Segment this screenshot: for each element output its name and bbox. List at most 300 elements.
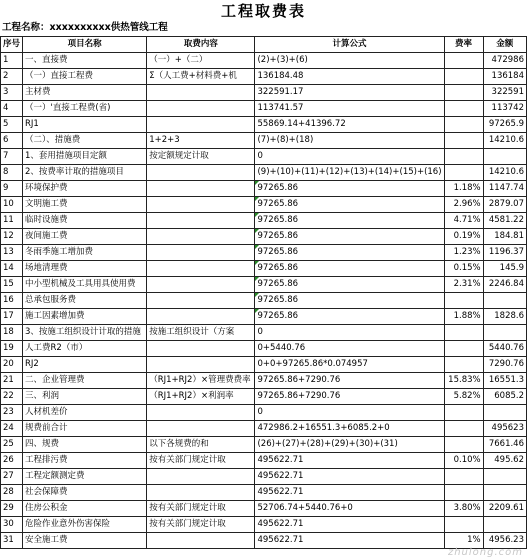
amount-text: 322591 — [491, 87, 524, 97]
content-text: 1+2+3 — [149, 135, 180, 145]
amount-text: 2246.84 — [488, 279, 524, 289]
name-text: RJ1 — [25, 119, 39, 129]
row-content-cell — [147, 501, 255, 517]
row-name-cell — [23, 149, 147, 165]
content-text: （一）+（二） — [149, 55, 208, 65]
table-row — [1, 293, 527, 309]
table-row — [1, 69, 527, 85]
name-text: 临时设施费 — [25, 215, 68, 225]
row-rate-cell — [444, 389, 483, 405]
formula-text: 495622.71 — [257, 519, 304, 529]
rate-text: 2.96% — [453, 199, 481, 209]
formula-text: 55869.14+41396.72 — [257, 119, 346, 129]
row-content-cell — [147, 149, 255, 165]
row-no-cell — [1, 53, 23, 69]
row-rate-cell — [444, 437, 483, 453]
row-content-cell — [147, 405, 255, 421]
row-content-cell — [147, 373, 255, 389]
row-name-cell — [23, 325, 147, 341]
no-text: 7 — [3, 151, 9, 161]
row-no-cell — [1, 341, 23, 357]
row-formula-cell — [255, 245, 444, 261]
row-amount-cell — [483, 117, 526, 133]
row-content-cell — [147, 261, 255, 277]
row-rate-cell — [444, 101, 483, 117]
formula-text: 97265.86 — [257, 247, 299, 257]
row-name-cell — [23, 181, 147, 197]
row-amount-cell — [483, 437, 526, 453]
row-name-cell — [23, 229, 147, 245]
name-text: 2、按费率计取的措施项目 — [25, 167, 124, 177]
formula-marker-icon — [255, 213, 259, 217]
row-amount-cell — [483, 309, 526, 325]
name-text: 人材机差价 — [25, 407, 68, 417]
row-no-cell — [1, 453, 23, 469]
table-row — [1, 373, 527, 389]
no-text: 16 — [3, 295, 14, 305]
row-content-cell — [147, 85, 255, 101]
table-row — [1, 309, 527, 325]
row-content-cell — [147, 389, 255, 405]
amount-text: 1828.6 — [494, 311, 524, 321]
row-amount-cell — [483, 341, 526, 357]
row-name-cell — [23, 293, 147, 309]
row-no-cell — [1, 437, 23, 453]
row-content-cell — [147, 229, 255, 245]
no-text: 15 — [3, 279, 14, 289]
row-content-cell — [147, 357, 255, 373]
no-text: 13 — [3, 247, 14, 257]
row-content-cell — [147, 165, 255, 181]
row-name-cell — [23, 501, 147, 517]
row-formula-cell — [255, 485, 444, 501]
amount-text: 495623 — [491, 423, 524, 433]
row-formula-cell — [255, 373, 444, 389]
row-formula-cell — [255, 501, 444, 517]
row-name-cell — [23, 421, 147, 437]
no-text: 24 — [3, 423, 14, 433]
formula-text: 97265.86+7290.76 — [257, 391, 341, 401]
name-text: 一、直接费 — [25, 55, 68, 65]
row-no-cell — [1, 357, 23, 373]
row-amount-cell — [483, 69, 526, 85]
formula-marker-icon — [255, 293, 259, 297]
row-rate-cell — [444, 373, 483, 389]
row-content-cell — [147, 421, 255, 437]
amount-text: 145.9 — [499, 263, 524, 273]
rate-text: 15.83% — [448, 375, 481, 385]
amount-text: 2209.61 — [488, 503, 524, 513]
name-text: 环境保护费 — [25, 183, 68, 193]
row-amount-cell — [483, 149, 526, 165]
row-formula-cell — [255, 229, 444, 245]
formula-text: 97265.86 — [257, 295, 299, 305]
row-name-cell — [23, 517, 147, 533]
row-amount-cell — [483, 261, 526, 277]
row-rate-cell — [444, 53, 483, 69]
row-name-cell — [23, 197, 147, 213]
name-text: 危险作业意外伤害保险 — [25, 519, 111, 529]
name-text: 社会保障费 — [25, 487, 68, 497]
formula-text: 495622.71 — [257, 455, 304, 465]
row-formula-cell — [255, 197, 444, 213]
name-text: 二、企业管理费 — [25, 375, 85, 385]
name-text: 住房公积金 — [25, 503, 68, 513]
formula-text: 495622.71 — [257, 535, 304, 545]
row-no-cell — [1, 229, 23, 245]
row-content-cell — [147, 325, 255, 341]
row-formula-cell — [255, 437, 444, 453]
row-amount-cell — [483, 165, 526, 181]
table-row — [1, 181, 527, 197]
row-amount-cell — [483, 325, 526, 341]
row-name-cell — [23, 405, 147, 421]
table-row — [1, 133, 527, 149]
amount-text: 113742 — [491, 103, 524, 113]
row-amount-cell — [483, 229, 526, 245]
formula-text: 0+0+97265.86*0.074957 — [257, 359, 368, 369]
row-rate-cell — [444, 453, 483, 469]
formula-marker-icon — [255, 181, 259, 185]
rate-text: 1.18% — [453, 183, 481, 193]
formula-text: 97265.86+7290.76 — [257, 375, 341, 385]
row-content-cell — [147, 133, 255, 149]
watermark: zhulong.com — [447, 547, 523, 558]
rate-text: 3.80% — [453, 503, 481, 513]
amount-text: 14210.6 — [488, 167, 524, 177]
row-rate-cell — [444, 117, 483, 133]
formula-marker-icon — [255, 245, 259, 249]
no-text: 28 — [3, 487, 14, 497]
no-text: 23 — [3, 407, 14, 417]
row-no-cell — [1, 245, 23, 261]
row-name-cell — [23, 309, 147, 325]
table-header-row — [1, 37, 527, 53]
row-content-cell — [147, 53, 255, 69]
no-text: 30 — [3, 519, 14, 529]
row-formula-cell — [255, 405, 444, 421]
no-text: 6 — [3, 135, 9, 145]
row-no-cell — [1, 373, 23, 389]
table-row — [1, 405, 527, 421]
row-content-cell — [147, 181, 255, 197]
row-amount-cell — [483, 485, 526, 501]
row-name-cell — [23, 261, 147, 277]
formula-text: 0 — [257, 151, 263, 161]
row-no-cell — [1, 165, 23, 181]
row-amount-cell — [483, 517, 526, 533]
no-text: 8 — [3, 167, 9, 177]
row-formula-cell — [255, 533, 444, 549]
rate-text: 5.82% — [453, 391, 481, 401]
row-formula-cell — [255, 469, 444, 485]
row-no-cell — [1, 69, 23, 85]
table-row — [1, 261, 527, 277]
row-no-cell — [1, 533, 23, 549]
row-formula-cell — [255, 261, 444, 277]
table-row — [1, 245, 527, 261]
row-name-cell — [23, 373, 147, 389]
no-text: 10 — [3, 199, 14, 209]
table-row — [1, 517, 527, 533]
header-amount: 金额 — [483, 37, 526, 53]
formula-text: 97265.86 — [257, 279, 299, 289]
content-text: Σ（人工费+材料费+机 — [149, 71, 237, 81]
row-no-cell — [1, 101, 23, 117]
row-formula-cell — [255, 133, 444, 149]
row-formula-cell — [255, 325, 444, 341]
row-no-cell — [1, 405, 23, 421]
row-content-cell — [147, 517, 255, 533]
name-text: 工程定额测定费 — [25, 471, 85, 481]
no-text: 17 — [3, 311, 14, 321]
formula-text: 495622.71 — [257, 487, 304, 497]
row-no-cell — [1, 389, 23, 405]
row-formula-cell — [255, 293, 444, 309]
rate-text: 0.19% — [453, 231, 481, 241]
row-formula-cell — [255, 101, 444, 117]
row-amount-cell — [483, 213, 526, 229]
no-text: 27 — [3, 471, 14, 481]
row-rate-cell — [444, 197, 483, 213]
row-formula-cell — [255, 165, 444, 181]
row-name-cell — [23, 469, 147, 485]
table-row — [1, 469, 527, 485]
rate-text: 2.31% — [453, 279, 481, 289]
row-rate-cell — [444, 421, 483, 437]
row-content-cell — [147, 277, 255, 293]
formula-marker-icon — [255, 261, 259, 265]
row-content-cell — [147, 485, 255, 501]
amount-text: 472986 — [491, 55, 524, 65]
no-text: 5 — [3, 119, 9, 129]
row-no-cell — [1, 85, 23, 101]
row-no-cell — [1, 149, 23, 165]
name-text: 三、利润 — [25, 391, 60, 401]
no-text: 26 — [3, 455, 14, 465]
table-row — [1, 421, 527, 437]
name-text: 场地清理费 — [25, 263, 68, 273]
row-amount-cell — [483, 85, 526, 101]
content-text: （RJ1+RJ2）×管理费费率 — [149, 375, 251, 385]
no-text: 9 — [3, 183, 9, 193]
amount-text: 4956.23 — [488, 535, 524, 545]
formula-text: 97265.86 — [257, 231, 299, 241]
table-row — [1, 357, 527, 373]
name-text: 四、规费 — [25, 439, 60, 449]
row-no-cell — [1, 501, 23, 517]
amount-text: 495.62 — [494, 455, 524, 465]
row-name-cell — [23, 53, 147, 69]
rate-text: 0.15% — [453, 263, 481, 273]
row-no-cell — [1, 181, 23, 197]
content-text: 按定额规定计取 — [149, 151, 209, 161]
name-text: 规费前合计 — [25, 423, 68, 433]
row-rate-cell — [444, 485, 483, 501]
amount-text: 14210.6 — [488, 135, 524, 145]
row-formula-cell — [255, 517, 444, 533]
formula-text: 0+5440.76 — [257, 343, 306, 353]
amount-text: 1196.37 — [488, 247, 524, 257]
row-no-cell — [1, 293, 23, 309]
table-row — [1, 197, 527, 213]
row-name-cell — [23, 165, 147, 181]
table-row — [1, 341, 527, 357]
no-text: 22 — [3, 391, 14, 401]
content-text: 以下各规费的和 — [149, 439, 209, 449]
formula-marker-icon — [255, 309, 259, 313]
row-formula-cell — [255, 149, 444, 165]
no-text: 25 — [3, 439, 14, 449]
name-text: 文明施工费 — [25, 199, 68, 209]
row-no-cell — [1, 213, 23, 229]
row-rate-cell — [444, 85, 483, 101]
row-rate-cell — [444, 325, 483, 341]
row-formula-cell — [255, 53, 444, 69]
table-row — [1, 101, 527, 117]
formula-text: 136184.48 — [257, 71, 304, 81]
row-amount-cell — [483, 501, 526, 517]
name-text: RJ2 — [25, 359, 39, 369]
row-formula-cell — [255, 181, 444, 197]
row-no-cell — [1, 469, 23, 485]
row-formula-cell — [255, 85, 444, 101]
table-row — [1, 213, 527, 229]
amount-text: 6085.2 — [494, 391, 524, 401]
rate-text: 1.88% — [453, 311, 481, 321]
row-content-cell — [147, 533, 255, 549]
name-text: 冬雨季施工增加费 — [25, 247, 94, 257]
row-rate-cell — [444, 469, 483, 485]
row-name-cell — [23, 485, 147, 501]
row-name-cell — [23, 101, 147, 117]
row-no-cell — [1, 309, 23, 325]
formula-marker-icon — [255, 229, 259, 233]
table-row — [1, 389, 527, 405]
row-rate-cell — [444, 261, 483, 277]
formula-text: 0 — [257, 327, 263, 337]
table-row — [1, 85, 527, 101]
row-name-cell — [23, 133, 147, 149]
table-row — [1, 325, 527, 341]
header-formula: 计算公式 — [255, 37, 444, 53]
row-content-cell — [147, 213, 255, 229]
amount-text: 184.81 — [494, 231, 524, 241]
row-rate-cell — [444, 405, 483, 421]
row-name-cell — [23, 69, 147, 85]
row-amount-cell — [483, 53, 526, 69]
table-row — [1, 277, 527, 293]
row-amount-cell — [483, 469, 526, 485]
row-rate-cell — [444, 181, 483, 197]
row-amount-cell — [483, 357, 526, 373]
row-no-cell — [1, 485, 23, 501]
row-content-cell — [147, 69, 255, 85]
row-amount-cell — [483, 245, 526, 261]
row-formula-cell — [255, 117, 444, 133]
row-formula-cell — [255, 341, 444, 357]
row-formula-cell — [255, 277, 444, 293]
row-rate-cell — [444, 277, 483, 293]
no-text: 31 — [3, 535, 14, 545]
table-row — [1, 501, 527, 517]
row-amount-cell — [483, 373, 526, 389]
row-name-cell — [23, 453, 147, 469]
no-text: 19 — [3, 343, 14, 353]
row-content-cell — [147, 197, 255, 213]
row-rate-cell — [444, 357, 483, 373]
amount-text: 7290.76 — [488, 359, 524, 369]
no-text: 1 — [3, 55, 9, 65]
formula-text: 113741.57 — [257, 103, 304, 113]
row-name-cell — [23, 533, 147, 549]
row-rate-cell — [444, 149, 483, 165]
row-no-cell — [1, 325, 23, 341]
row-rate-cell — [444, 293, 483, 309]
row-content-cell — [147, 245, 255, 261]
row-formula-cell — [255, 453, 444, 469]
row-rate-cell — [444, 229, 483, 245]
header-rate: 费率 — [444, 37, 483, 53]
row-amount-cell — [483, 101, 526, 117]
row-no-cell — [1, 261, 23, 277]
amount-text: 16551.3 — [488, 375, 524, 385]
formula-marker-icon — [255, 277, 259, 281]
row-no-cell — [1, 197, 23, 213]
row-amount-cell — [483, 133, 526, 149]
name-text: （一）'直接工程费(省) — [25, 103, 111, 113]
content-text: （RJ1+RJ2）×利润率 — [149, 391, 234, 401]
formula-text: 97265.86 — [257, 311, 299, 321]
row-rate-cell — [444, 501, 483, 517]
table-row — [1, 117, 527, 133]
table-row — [1, 437, 527, 453]
name-text: 1、套用措施项目定额 — [25, 151, 107, 161]
formula-text: 97265.86 — [257, 183, 299, 193]
row-rate-cell — [444, 309, 483, 325]
row-name-cell — [23, 389, 147, 405]
no-text: 12 — [3, 231, 14, 241]
name-text: 中小型机械及工具用具使用费 — [25, 279, 136, 289]
row-name-cell — [23, 117, 147, 133]
name-text: 夜间施工费 — [25, 231, 68, 241]
row-amount-cell — [483, 293, 526, 309]
row-content-cell — [147, 309, 255, 325]
project-name: xxxxxxxxxx供热管线工程 — [49, 22, 168, 33]
header-item-name: 项目名称 — [23, 37, 147, 53]
rate-text: 0.10% — [453, 455, 481, 465]
project-label: 工程名称： — [2, 22, 50, 33]
row-formula-cell — [255, 69, 444, 85]
no-text: 18 — [3, 327, 14, 337]
no-text: 3 — [3, 87, 9, 97]
name-text: 人工费R2（市） — [25, 343, 88, 353]
row-no-cell — [1, 117, 23, 133]
no-text: 21 — [3, 375, 14, 385]
row-no-cell — [1, 277, 23, 293]
project-line — [2, 21, 168, 35]
row-amount-cell — [483, 405, 526, 421]
amount-text: 4581.22 — [488, 215, 524, 225]
name-text: 3、按施工组织设计计取的措施 — [25, 327, 141, 337]
formula-text: 495622.71 — [257, 471, 304, 481]
row-rate-cell — [444, 517, 483, 533]
row-formula-cell — [255, 389, 444, 405]
formula-text: 97265.86 — [257, 215, 299, 225]
row-no-cell — [1, 133, 23, 149]
row-rate-cell — [444, 69, 483, 85]
formula-text: (2)+(3)+(6) — [257, 55, 308, 65]
